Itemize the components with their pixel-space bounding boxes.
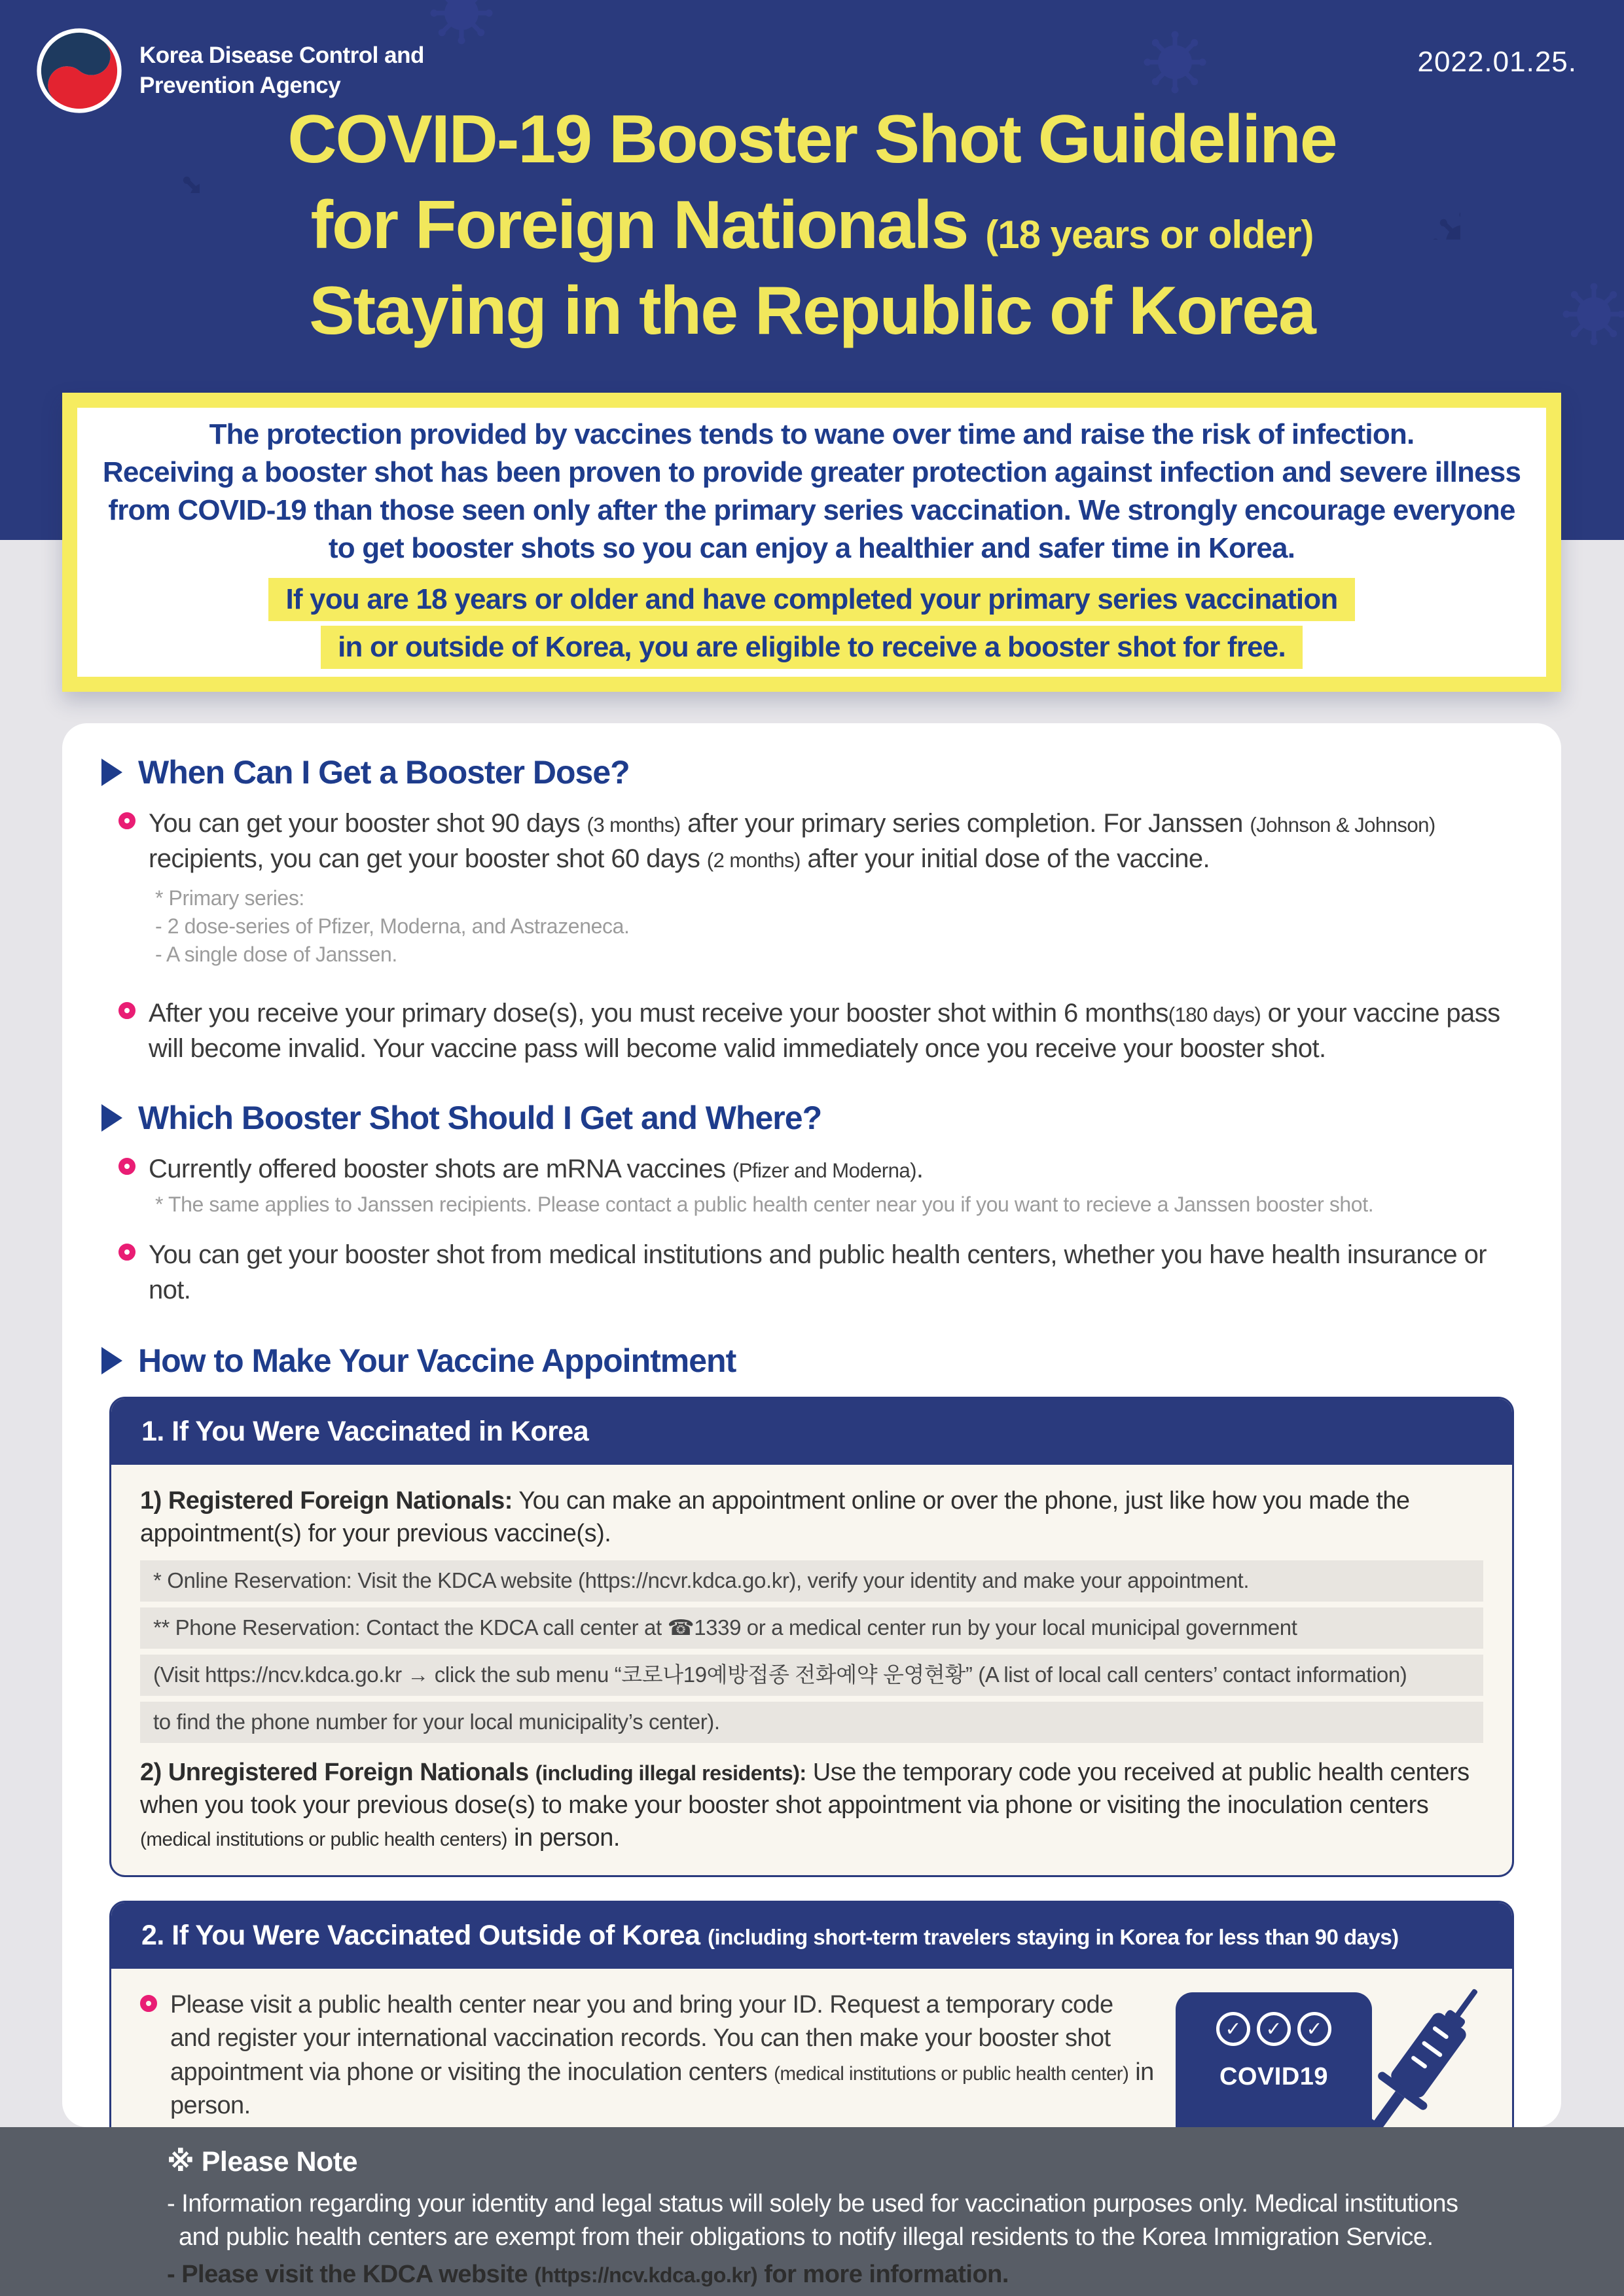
box2-body — [111, 1969, 1512, 2127]
arrow-bullet-icon — [101, 1104, 122, 1132]
bullet-item — [140, 1988, 1156, 2123]
ring-bullet-icon — [140, 1995, 157, 2012]
publication-date: 2022.01.25. — [1417, 46, 1577, 78]
box1-header: 1. If You Were Vaccinated in Korea — [111, 1399, 1512, 1465]
ring-bullet-icon — [118, 812, 135, 829]
bullet-text: You can get your booster shot 90 days (3 months) after your primary series completion. For Janssen (Johnson & Johnson) recipients, you can get your booster shot 60 days (2 months) after your initial dose of the vaccine. — [149, 809, 1435, 873]
ring-bullet-icon — [118, 1158, 135, 1175]
section-heading-how: How to Make Your Vaccine Appointment — [101, 1342, 1522, 1380]
bullet-item — [118, 806, 1522, 876]
box2-header: 2. If You Were Vaccinated Outside of Korea (including short-term travelers staying in Korea for less than 90 days) — [111, 1903, 1512, 1969]
bullet-text: You can get your booster shot from medical institutions and public health centers, whether you have health insurance or not. — [149, 1240, 1487, 1304]
title-line-2: for Foreign Nationals (18 years or older) — [310, 187, 1314, 264]
janssen-note: * The same applies to Janssen recipients. Please contact a public health center near you if you want to recieve a Janssen booster shot. — [155, 1192, 1374, 1216]
title-line-1: COVID-19 Booster Shot Guideline — [287, 101, 1337, 177]
check-circle-icon: ✓ — [1297, 2012, 1331, 2046]
reservation-info — [140, 1560, 1483, 1743]
check-icons — [1216, 2012, 1331, 2046]
content-card — [62, 723, 1561, 2127]
phone-reservation-line3: to find the phone number for your local municipality’s center). — [140, 1702, 1483, 1743]
ring-bullet-icon — [118, 1002, 135, 1019]
title-line-3: Staying in the Republic of Korea — [309, 273, 1315, 350]
phone-reservation-line2: (Visit https://ncv.kdca.go.kr → click the sub menu “코로나19예방접종 전화예약 운영현황” (A list of local call centers’ contact information) — [140, 1655, 1483, 1696]
box2-text — [140, 1988, 1156, 2127]
box1-body — [111, 1465, 1512, 1875]
footer-line-1: - Information regarding your identity and legal status will solely be used for vaccination purposes only. Medical institutions — [167, 2190, 1458, 2217]
covid19-art — [1176, 1988, 1483, 2127]
unregistered-nationals-item: 2) Unregistered Foreign Nationals (including illegal residents): Use the temporary code you received at public health centers when you took your previous dose(s) to make your booster shot appointment via phone or visiting the inoculation centers (medical institutions or public health centers) in person. — [140, 1758, 1470, 1852]
footer-line-2: and public health centers are exempt from their obligations to notify illegal residents to the Korea Immigration Service. — [179, 2223, 1434, 2251]
footer-title: ※ Please Note — [167, 2146, 358, 2178]
check-circle-icon: ✓ — [1257, 2012, 1291, 2046]
vaccinated-in-korea-box — [109, 1397, 1514, 1877]
check-circle-icon: ✓ — [1216, 2012, 1250, 2046]
arrow-bullet-icon — [101, 1347, 122, 1374]
arrow-bullet-icon — [101, 759, 122, 786]
bullet-text: Please visit a public health center near you and bring your ID. Request a temporary code and register your international vaccination records. You can then make your booster shot appointment via phone or visiting the inoculation centers (medical institutions or public health center) in person. — [170, 1991, 1154, 2119]
bullet-item — [118, 1151, 1522, 1187]
bullet-text: Currently offered booster shots are mRNA vaccines (Pfizer and Moderna). — [149, 1154, 924, 1183]
highlight-line: in or outside of Korea, you are eligible to receive a booster shot for free. — [321, 626, 1303, 669]
bullet-item — [118, 996, 1522, 1066]
section-heading-when: When Can I Get a Booster Dose? — [101, 753, 1522, 791]
title-age-note: (18 years or older) — [985, 213, 1314, 257]
ring-bullet-icon — [118, 1244, 135, 1261]
registered-nationals-item: 1) Registered Foreign Nationals: You can make an appointment online or over the phone, just like how you made the appointment(s) for your previous vaccine(s). — [140, 1486, 1410, 1547]
please-note-footer — [0, 2127, 1624, 2296]
footer-line-3: - Please visit the KDCA website (https://ncv.kdca.go.kr) for more information. — [167, 2260, 1009, 2288]
section-heading-which: Which Booster Shot Should I Get and Where? — [101, 1099, 1522, 1137]
box2-header-note: (including short-term travelers staying in Korea for less than 90 days) — [708, 1925, 1399, 1950]
agency-name: Korea Disease Control and Prevention Agency — [139, 42, 424, 98]
phone-reservation-line: ** Phone Reservation: Contact the KDCA call center at ☎1339 or a medical center run by your local municipal government — [140, 1607, 1483, 1649]
intro-highlight — [268, 578, 1354, 669]
online-reservation-line: * Online Reservation: Visit the KDCA website (https://ncvr.kdca.go.kr), verify your identity and make your appointment. — [140, 1560, 1483, 1602]
bullet-item — [118, 1237, 1522, 1308]
poster-title — [0, 97, 1624, 354]
bullet-text: After you receive your primary dose(s), you must receive your booster shot within 6 months(180 days) or your vaccine pass will become invalid. Your vaccine pass will become valid immediately once you receive your booster shot. — [149, 998, 1500, 1063]
vaccinated-outside-korea-box — [109, 1901, 1514, 2127]
primary-series-notes: * Primary series: - 2 dose-series of Pfizer, Moderna, and Astrazeneca. - A single dose of Janssen. — [155, 886, 630, 967]
intro-paragraph: The protection provided by vaccines tends to wane over time and raise the risk of infection. Receiving a booster shot has been proven to provide greater protection against infection and severe illness from COVID-19 than those seen only after the primary series vaccination. We strongly encourage everyone to get booster shots so you can enjoy a healthier and safer time in Korea. — [102, 418, 1521, 565]
badge-label: COVID19 — [1219, 2063, 1329, 2091]
intro-box — [62, 393, 1561, 692]
highlight-line: If you are 18 years or older and have completed your primary series vaccination — [268, 578, 1354, 621]
